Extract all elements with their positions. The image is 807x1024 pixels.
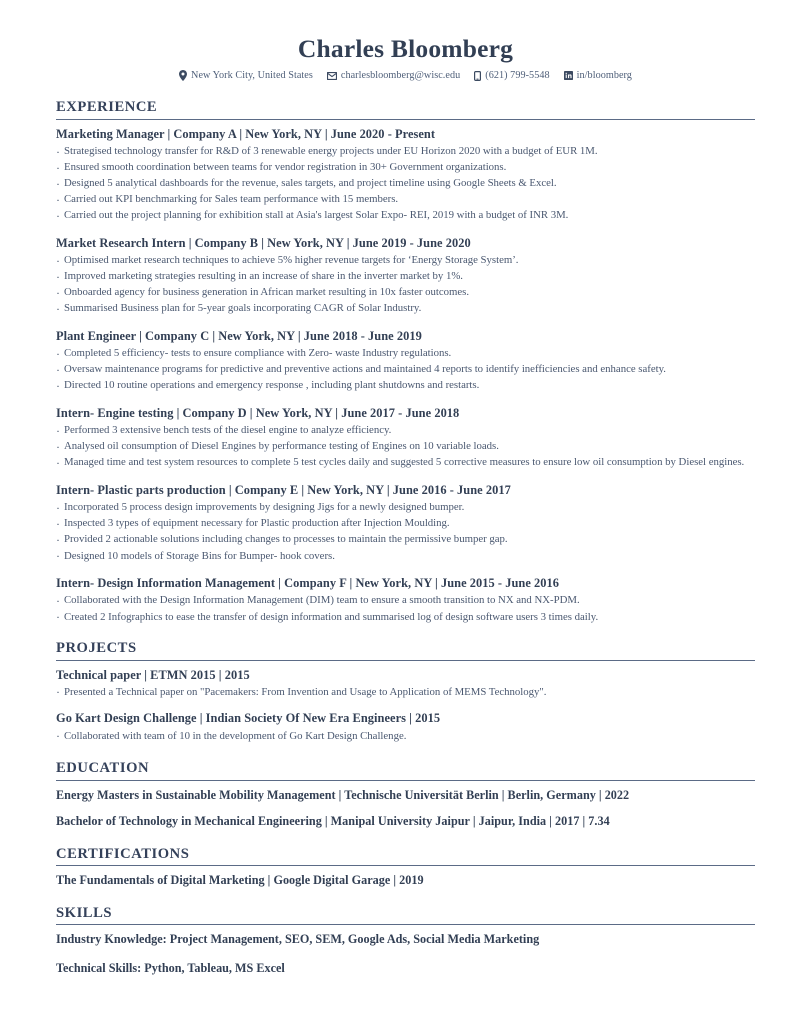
section-divider [56,119,755,120]
section-education [56,760,755,829]
contact-line [56,70,755,81]
bullet-item: · Oversaw maintenance programs for predictive and preventive actions and maintained 4 reports to identify inefficiencies and enhance safety. [56,362,755,378]
entry-title: Intern- Engine testing | Company D | New York, NY | June 2017 - June 2018 [56,406,460,420]
resume-header [56,34,755,85]
entry-bullets [56,500,755,564]
entry-title: Marketing Manager | Company A | New York, NY | June 2020 - Present [56,126,436,141]
section-title-certifications: CERTIFICATIONS [56,845,190,862]
bullet-item: · Collaborated with the Design Information Management (DIM) team to ensure a smooth transition to NX and NX-PDM. [56,593,755,609]
entry-bullets [56,346,755,394]
experience-entry [56,575,755,625]
bullet-item: · Designed 5 analytical dashboards for the revenue, sales targets, and project timeline using Google Sheets & Excel. [56,176,755,192]
section-title-projects: PROJECTS [56,640,137,657]
bullet-item: · Carried out the project planning for exhibition stall at Asia's largest Solar Expo- REI, 2019 with a budget of INR 3M. [56,208,755,224]
contact-phone-text: (621) 799-5548 [485,69,550,81]
contact-email[interactable] [327,71,460,81]
section-divider [56,865,755,866]
section-projects [56,640,755,744]
bullet-item: · Improved marketing strategies resulting in an increase of share in the inverter market by 1%. [56,269,755,285]
entry-title: Go Kart Design Challenge | Indian Society Of New Era Engineers | 2015 [56,711,441,726]
entry-title: Market Research Intern | Company B | New York, NY | June 2019 - June 2020 [56,235,471,250]
section-title-skills: SKILLS [56,904,113,921]
project-entry [56,710,755,744]
bullet-item: · Inspected 3 types of equipment necessary for Plastic production after Injection Moulding. [56,516,755,532]
bullet-item: · Managed time and test system resources to complete 5 test cycles daily and suggested 5 corrective measures to ensure low oil consumption by Diesel engines. [56,455,755,471]
section-experience [56,99,755,625]
education-entry: Bachelor of Technology in Mechanical Engineering | Manipal University Jaipur | Jaipur, India | 2017 | 7.34 [56,814,610,829]
project-entry [56,667,755,701]
contact-linkedin-text: in/bloomberg [576,69,632,81]
section-divider [56,780,755,781]
bullet-item: · Collaborated with team of 10 in the development of Go Kart Design Challenge. [56,729,755,745]
entry-bullets [56,685,755,701]
entry-bullets [56,144,755,224]
bullet-item: · Incorporated 5 process design improvements by designing Jigs for a newly designed bumper. [56,500,755,516]
experience-entry [56,482,755,564]
experience-entry [56,405,755,471]
section-title-education: EDUCATION [56,760,150,777]
bullet-item: · Directed 10 routine operations and emergency response , including plant shutdowns and restarts. [56,378,755,394]
bullet-item: · Presented a Technical paper on "Pacemakers: From Invention and Usage to Application of MEMS Technology". [56,685,755,701]
experience-entry [56,126,755,224]
section-divider [56,660,755,661]
bullet-item: · Onboarded agency for business generation in African market resulting in 10x faster outcomes. [56,285,755,301]
contact-linkedin[interactable] [564,71,632,81]
experience-entry [56,235,755,317]
contact-location-text: New York City, United States [191,69,313,81]
location-pin-icon [179,70,187,81]
bullet-item: · Ensured smooth coordination between teams for vendor registration in 30+ Government organizations. [56,160,755,176]
entry-bullets [56,729,755,745]
experience-entry [56,328,755,394]
skills-technical: Technical Skills: Python, Tableau, MS Excel [56,960,285,975]
bullet-item: · Strategised technology transfer for R&D of 3 renewable energy projects under EU Horizon 2020 with a budget of EUR 1M. [56,144,755,160]
bullet-item: · Summarised Business plan for 5-year goals incorporating CAGR of Solar Industry. [56,301,755,317]
entry-title: Intern- Plastic parts production | Company E | New York, NY | June 2016 - June 2017 [56,483,511,498]
bullet-item: · Created 2 Infographics to ease the transfer of design information and summarised log of design software users 3 times daily. [56,610,755,626]
envelope-icon [327,72,337,80]
education-entry: Energy Masters in Sustainable Mobility Management | Technische Universität Berlin | Berlin, Germany | 2022 [56,787,630,802]
linkedin-icon [564,71,573,80]
entry-bullets [56,593,755,625]
certification-entry: The Fundamentals of Digital Marketing | Google Digital Garage | 2019 [56,873,424,888]
section-title-experience: EXPERIENCE [56,99,158,116]
bullet-item: · Completed 5 efficiency- tests to ensure compliance with Zero- waste Industry regulations. [56,346,755,362]
entry-title: Technical paper | ETMN 2015 | 2015 [56,667,250,682]
entry-bullets [56,253,755,317]
entry-title: Plant Engineer | Company C | New York, NY | June 2018 - June 2019 [56,328,422,343]
bullet-item: · Provided 2 actionable solutions including changes to processes to maintain the permissive bumper gap. [56,532,755,548]
contact-phone [474,71,549,81]
section-divider [56,924,755,925]
bullet-item: · Carried out KPI benchmarking for Sales team performance with 15 members. [56,192,755,208]
contact-location [179,70,313,81]
bullet-item: · Designed 10 models of Storage Bins for Bumper- hook covers. [56,549,755,565]
section-certifications [56,846,755,889]
entry-bullets [56,423,755,471]
phone-icon [474,71,481,81]
entry-title: Intern- Design Information Management | Company F | New York, NY | June 2015 - June 2016 [56,576,560,591]
contact-email-text: charlesbloomberg@wisc.edu [340,69,461,81]
bullet-item: · Optimised market research techniques to achieve 5% higher revenue targets for ‘Energy Storage System’. [56,253,755,269]
page-title: Charles Bloomberg [297,34,514,63]
skills-industry-knowledge: Industry Knowledge: Project Management, SEO, SEM, Google Ads, Social Media Marketing [56,932,540,947]
section-skills [56,905,755,976]
bullet-item: · Performed 3 extensive bench tests of the diesel engine to analyze efficiency. [56,423,755,439]
bullet-item: · Analysed oil consumption of Diesel Engines by performance testing of Engines on 10 variable loads. [56,439,755,455]
